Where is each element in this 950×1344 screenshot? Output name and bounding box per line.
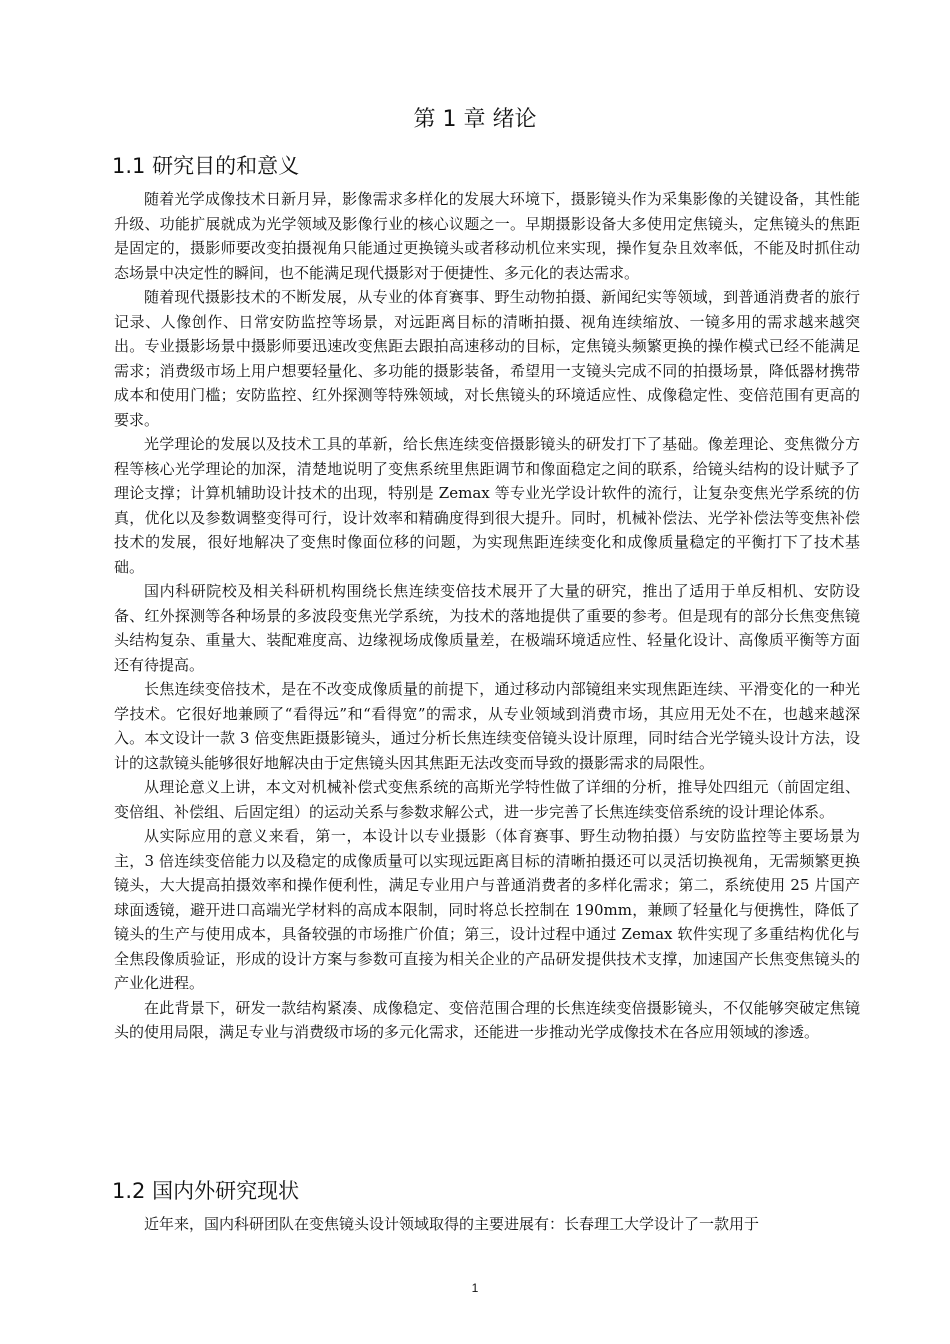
paragraph: 近年来，国内科研团队在变焦镜头设计领域取得的主要进展有：长春理工大学设计了一款用于 <box>144 1215 760 1233</box>
paragraph: 长焦连续变倍技术，是在不改变成像质量的前提下，通过移动内部镜组来实现焦距连续、平滑变化的一种光学技术。它很好地兼顾了“看得远”和“看得宽”的需求，从专业领域到消费市场，其应用无处不在，也越来越深入。本文设计一款 3 倍变焦距摄影镜头，通过分析长焦连续变倍镜头设计原理，同时结合光学镜头设计方法，设计的这款镜头能够很好地解决由于定焦镜头因其焦距无法改变而导致的摄影需求的局限性。 <box>114 680 860 772</box>
paragraph: 从实际应用的意义来看，第一，本设计以专业摄影（体育赛事、野生动物拍摄）与安防监控等主要场景为主，3 倍连续变倍能力以及稳定的成像质量可以实现远距离目标的清晰拍摄还可以灵活切换视角，无需频繁更换镜头，大大提高拍摄效率和操作便利性，满足专业用户与普通消费者的多样化需求；第二，系统使用 25 片国产球面透镜，避开进口高端光学材料的高成本限制，同时将总长控制在 190mm，兼顾了轻量化与便携性，降低了镜头的生产与使用成本，具备较强的市场推广价值；第三，设计过程中通过 Zemax 软件实现了多重结构优化与全焦段像质验证，形成的设计方案与参数可直接为相关企业的产品研发提供技术支撑，加速国产长焦变焦镜头的产业化进程。 <box>114 827 860 992</box>
paragraph: 从理论意义上讲，本文对机械补偿式变焦系统的高斯光学特性做了详细的分析，推导处四组元（前固定组、变倍组、补偿组、后固定组）的运动关系与参数求解公式，进一步完善了长焦连续变倍系统的设计理论体系。 <box>114 778 860 821</box>
paragraph: 随着现代摄影技术的不断发展，从专业的体育赛事、野生动物拍摄、新闻纪实等领域，到普通消费者的旅行记录、人像创作、日常安防监控等场景，对远距离目标的清晰拍摄、视角连续缩放、一镜多用的需求越来越突出。专业摄影场景中摄影师要迅速改变焦距去跟拍高速移动的目标，定焦镜头频繁更换的操作模式已经不能满足需求；消费级市场上用户想要轻量化、多功能的摄影装备，希望用一支镜头完成不同的拍摄场景，降低器材携带成本和使用门槛；安防监控、红外探测等特殊领域，对长焦镜头的环境适应性、成像稳定性、变倍范围有更高的要求。 <box>114 288 860 429</box>
page-number: 1 <box>471 1281 479 1295</box>
section-1-2-body <box>114 1212 860 1237</box>
section-title-1-2: 1.2 国内外研究现状 <box>112 1179 300 1203</box>
paragraph: 在此背景下，研发一款结构紧凑、成像稳定、变倍范围合理的长焦连续变倍摄影镜头，不仅能够突破定焦镜头的使用局限，满足专业与消费级市场的多元化需求，还能进一步推动光学成像技术在各应用领域的渗透。 <box>114 998 860 1041</box>
section-title-1-1: 1.1 研究目的和意义 <box>112 154 300 178</box>
paragraph: 光学理论的发展以及技术工具的革新，给长焦连续变倍摄影镜头的研发打下了基础。像差理论、变焦微分方程等核心光学理论的加深，清楚地说明了变焦系统里焦距调节和像面稳定之间的联系，给镜头结构的设计赋予了理论支撑；计算机辅助设计技术的出现，特别是 Zemax 等专业光学设计软件的流行，让复杂变焦光学系统的仿真，优化以及参数调整变得可行，设计效率和精确度得到很大提升。同时，机械补偿法、光学补偿法等变焦补偿技术的发展，很好地解决了变焦时像面位移的问题，为实现焦距连续变化和成像质量稳定的平衡打下了技术基础。 <box>114 435 860 576</box>
section-1-1-body <box>114 187 860 1045</box>
chapter-title: 第 1 章 绪论 <box>413 107 537 132</box>
paragraph: 国内科研院校及相关科研机构围绕长焦连续变倍技术展开了大量的研究，推出了适用于单反相机、安防设备、红外探测等各种场景的多波段变焦光学系统，为技术的落地提供了重要的参考。但是现有的部分长焦变焦镜头结构复杂、重量大、装配难度高、边缘视场成像质量差，在极端环境适应性、轻量化设计、高像质平衡等方面还有待提高。 <box>114 582 860 674</box>
paragraph: 随着光学成像技术日新月异，影像需求多样化的发展大环境下，摄影镜头作为采集影像的关键设备，其性能升级、功能扩展就成为光学领域及影像行业的核心议题之一。早期摄影设备大多使用定焦镜头，定焦镜头的焦距是固定的，摄影师要改变拍摄视角只能通过更换镜头或者移动机位来实现，操作复杂且效率低，不能及时抓住动态场景中决定性的瞬间，也不能满足现代摄影对于便捷性、多元化的表达需求。 <box>114 190 860 282</box>
